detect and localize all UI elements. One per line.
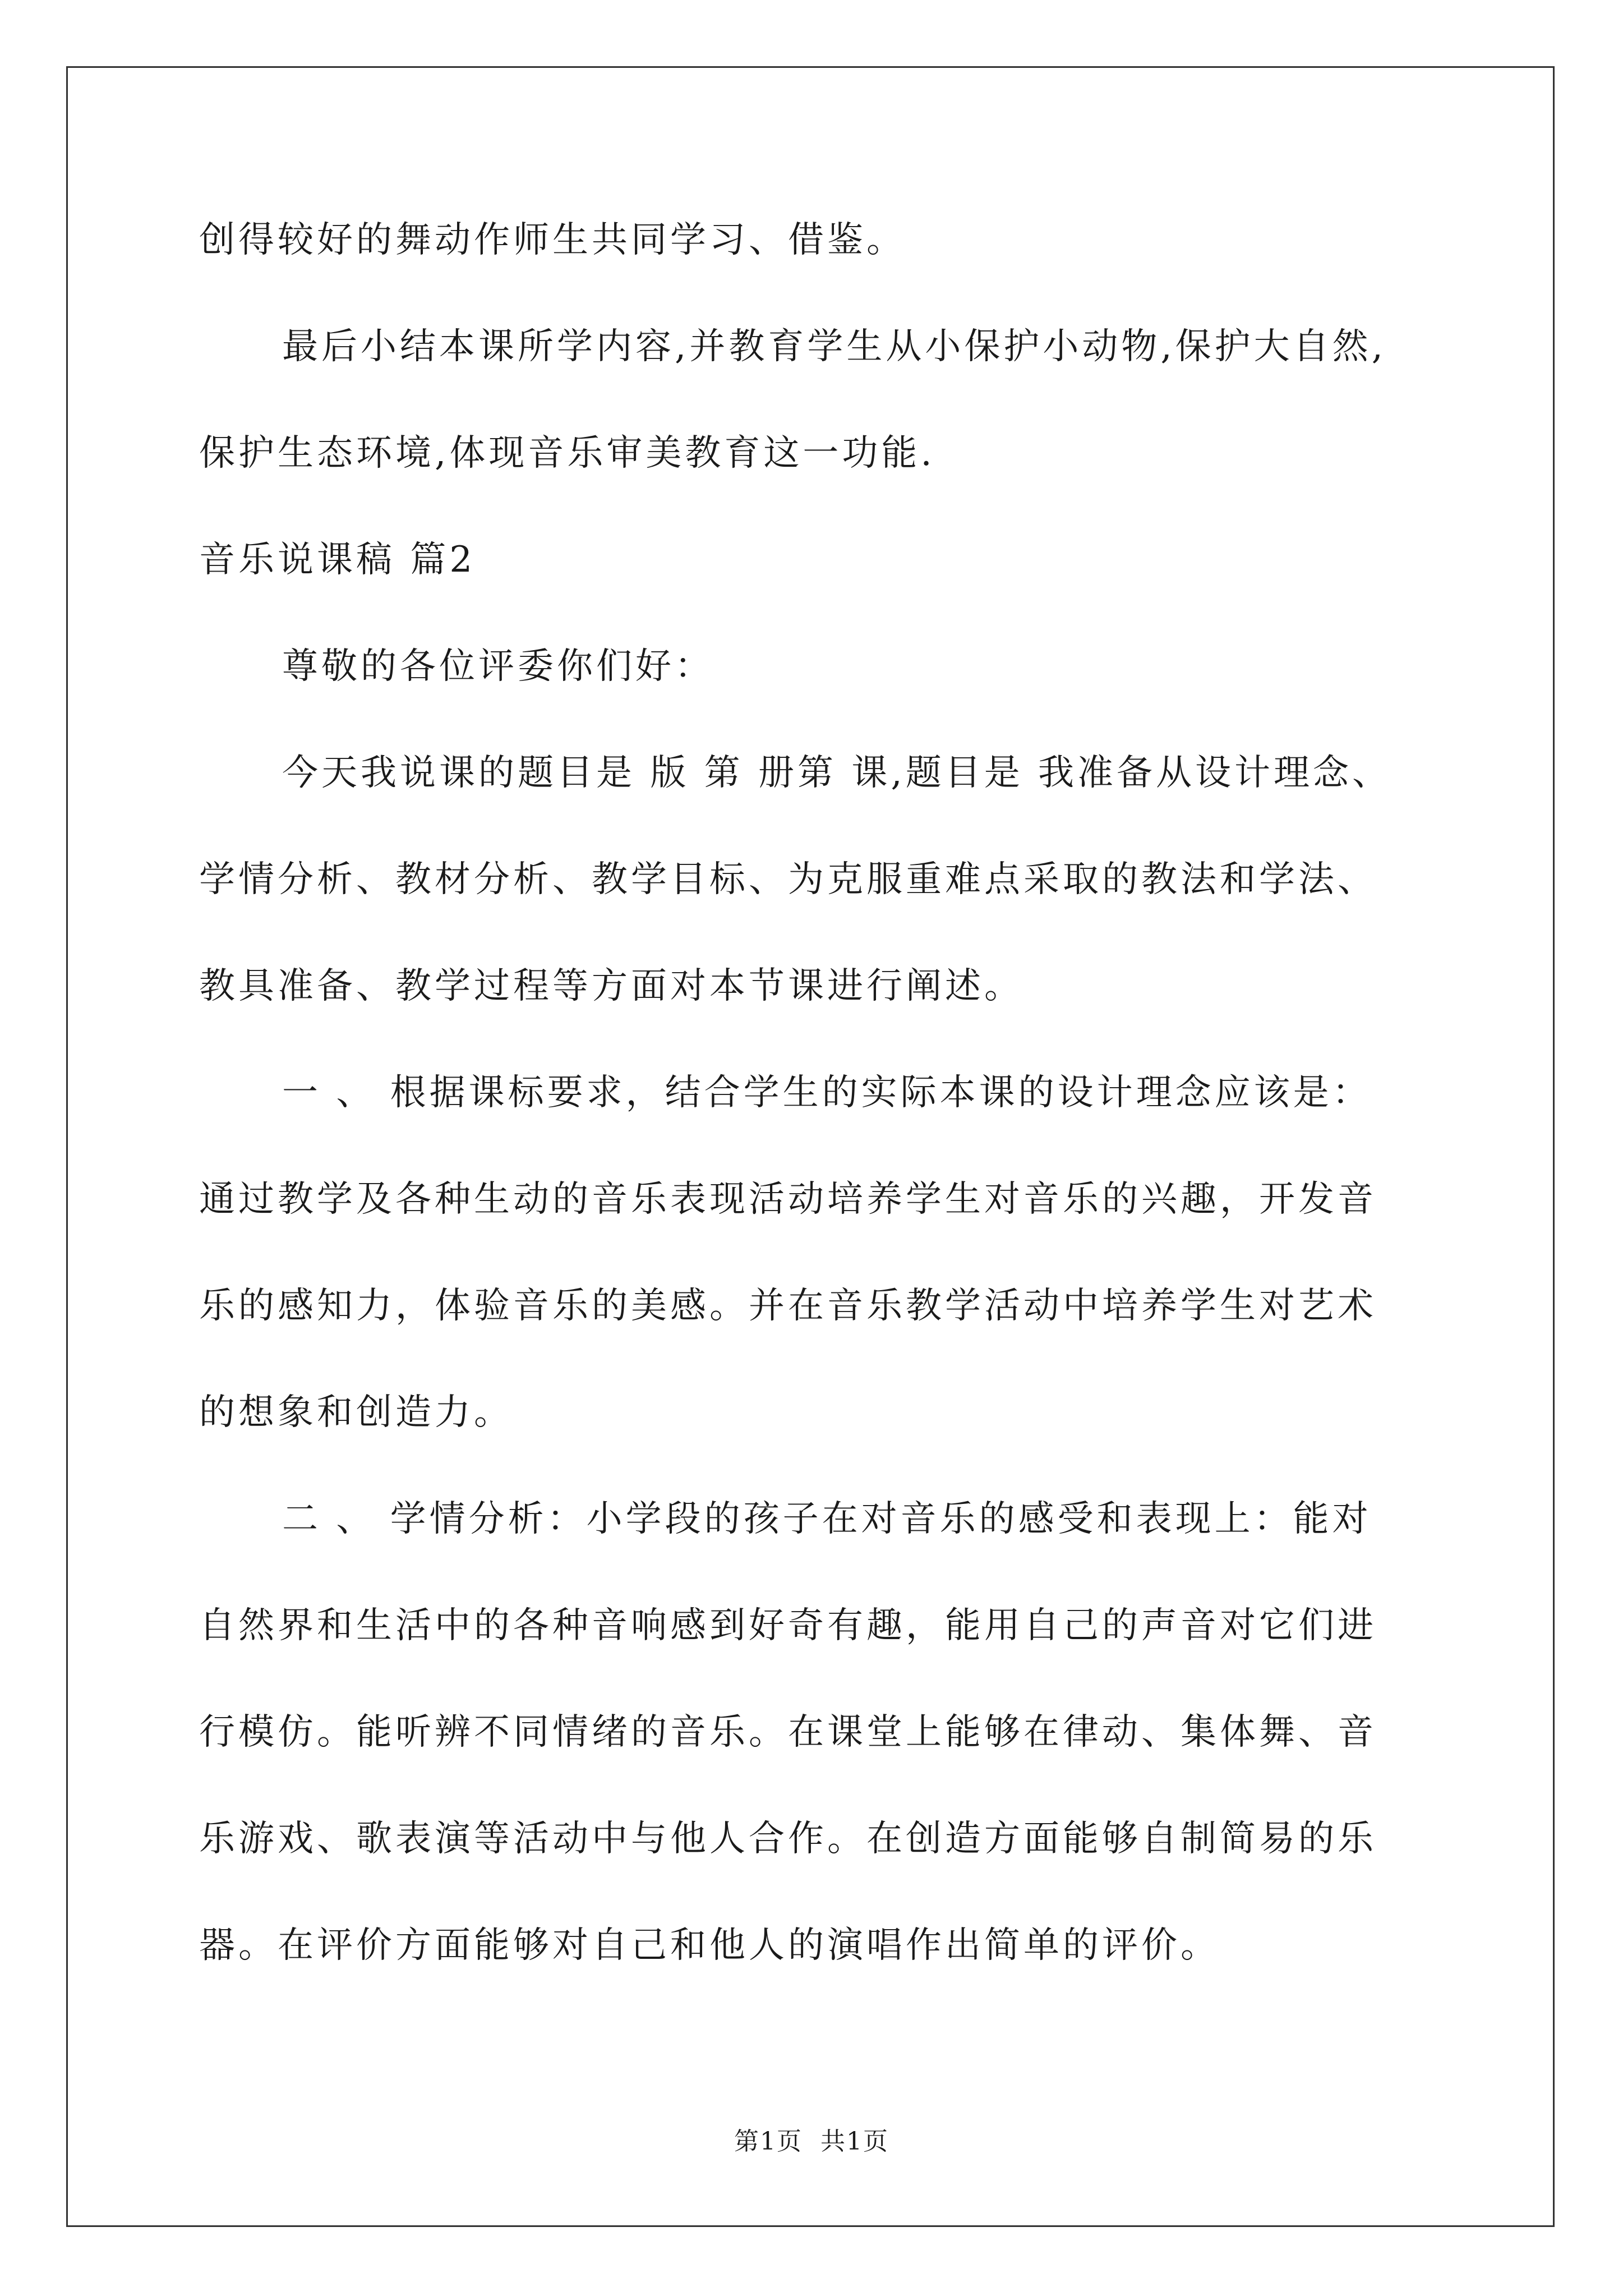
- paragraph-line: 器。在评价方面能够对自己和他人的演唱作出简单的评价。: [199, 1925, 1220, 1966]
- page-footer: [0, 2126, 1623, 2157]
- paragraph-line: 保护生态环境,体现音乐审美教育这一功能.: [199, 432, 935, 474]
- paragraph-line: 的想象和创造力。: [199, 1392, 513, 1433]
- paragraph-line: 教具准备、教学过程等方面对本节课进行阐述。: [199, 965, 1023, 1007]
- paragraph-line: 创得较好的舞动作师生共同学习、借鉴。: [199, 219, 906, 261]
- page-number: 第1页: [734, 2127, 803, 2156]
- paragraph-line: 最后小结本课所学内容,并教育学生从小保护小动物,保护大自然,: [282, 326, 1387, 367]
- paragraph-line: 乐游戏、歌表演等活动中与他人合作。在创造方面能够自制简易的乐: [199, 1818, 1377, 1860]
- paragraph-line: 今天我说课的题目是 版 第 册第 课,题目是 我准备从设计理念、: [282, 752, 1392, 794]
- paragraph-line: 通过教学及各种生动的音乐表现活动培养学生对音乐的兴趣，开发音: [199, 1179, 1377, 1220]
- page-total: 共1页: [820, 2127, 889, 2156]
- paragraph-line: 一 、 根据课标要求，结合学生的实际本课的设计理念应该是：: [282, 1072, 1372, 1114]
- paragraph-line: 学情分析、教材分析、教学目标、为克服重难点采取的教法和学法、: [199, 859, 1377, 900]
- paragraph-line: 自然界和生活中的各种音响感到好奇有趣，能用自己的声音对它们进: [199, 1605, 1377, 1646]
- page-border: [66, 66, 1555, 2227]
- paragraph-line: 二 、 学情分析：小学段的孩子在对音乐的感受和表现上：能对: [282, 1498, 1372, 1540]
- section-heading: 音乐说课稿 篇2: [199, 539, 476, 581]
- paragraph-line: 尊敬的各位评委你们好：: [282, 646, 714, 687]
- paragraph-line: 乐的感知力，体验音乐的美感。并在音乐教学活动中培养学生对艺术: [199, 1285, 1377, 1327]
- paragraph-line: 行模仿。能听辨不同情绪的音乐。在课堂上能够在律动、集体舞、音: [199, 1711, 1377, 1753]
